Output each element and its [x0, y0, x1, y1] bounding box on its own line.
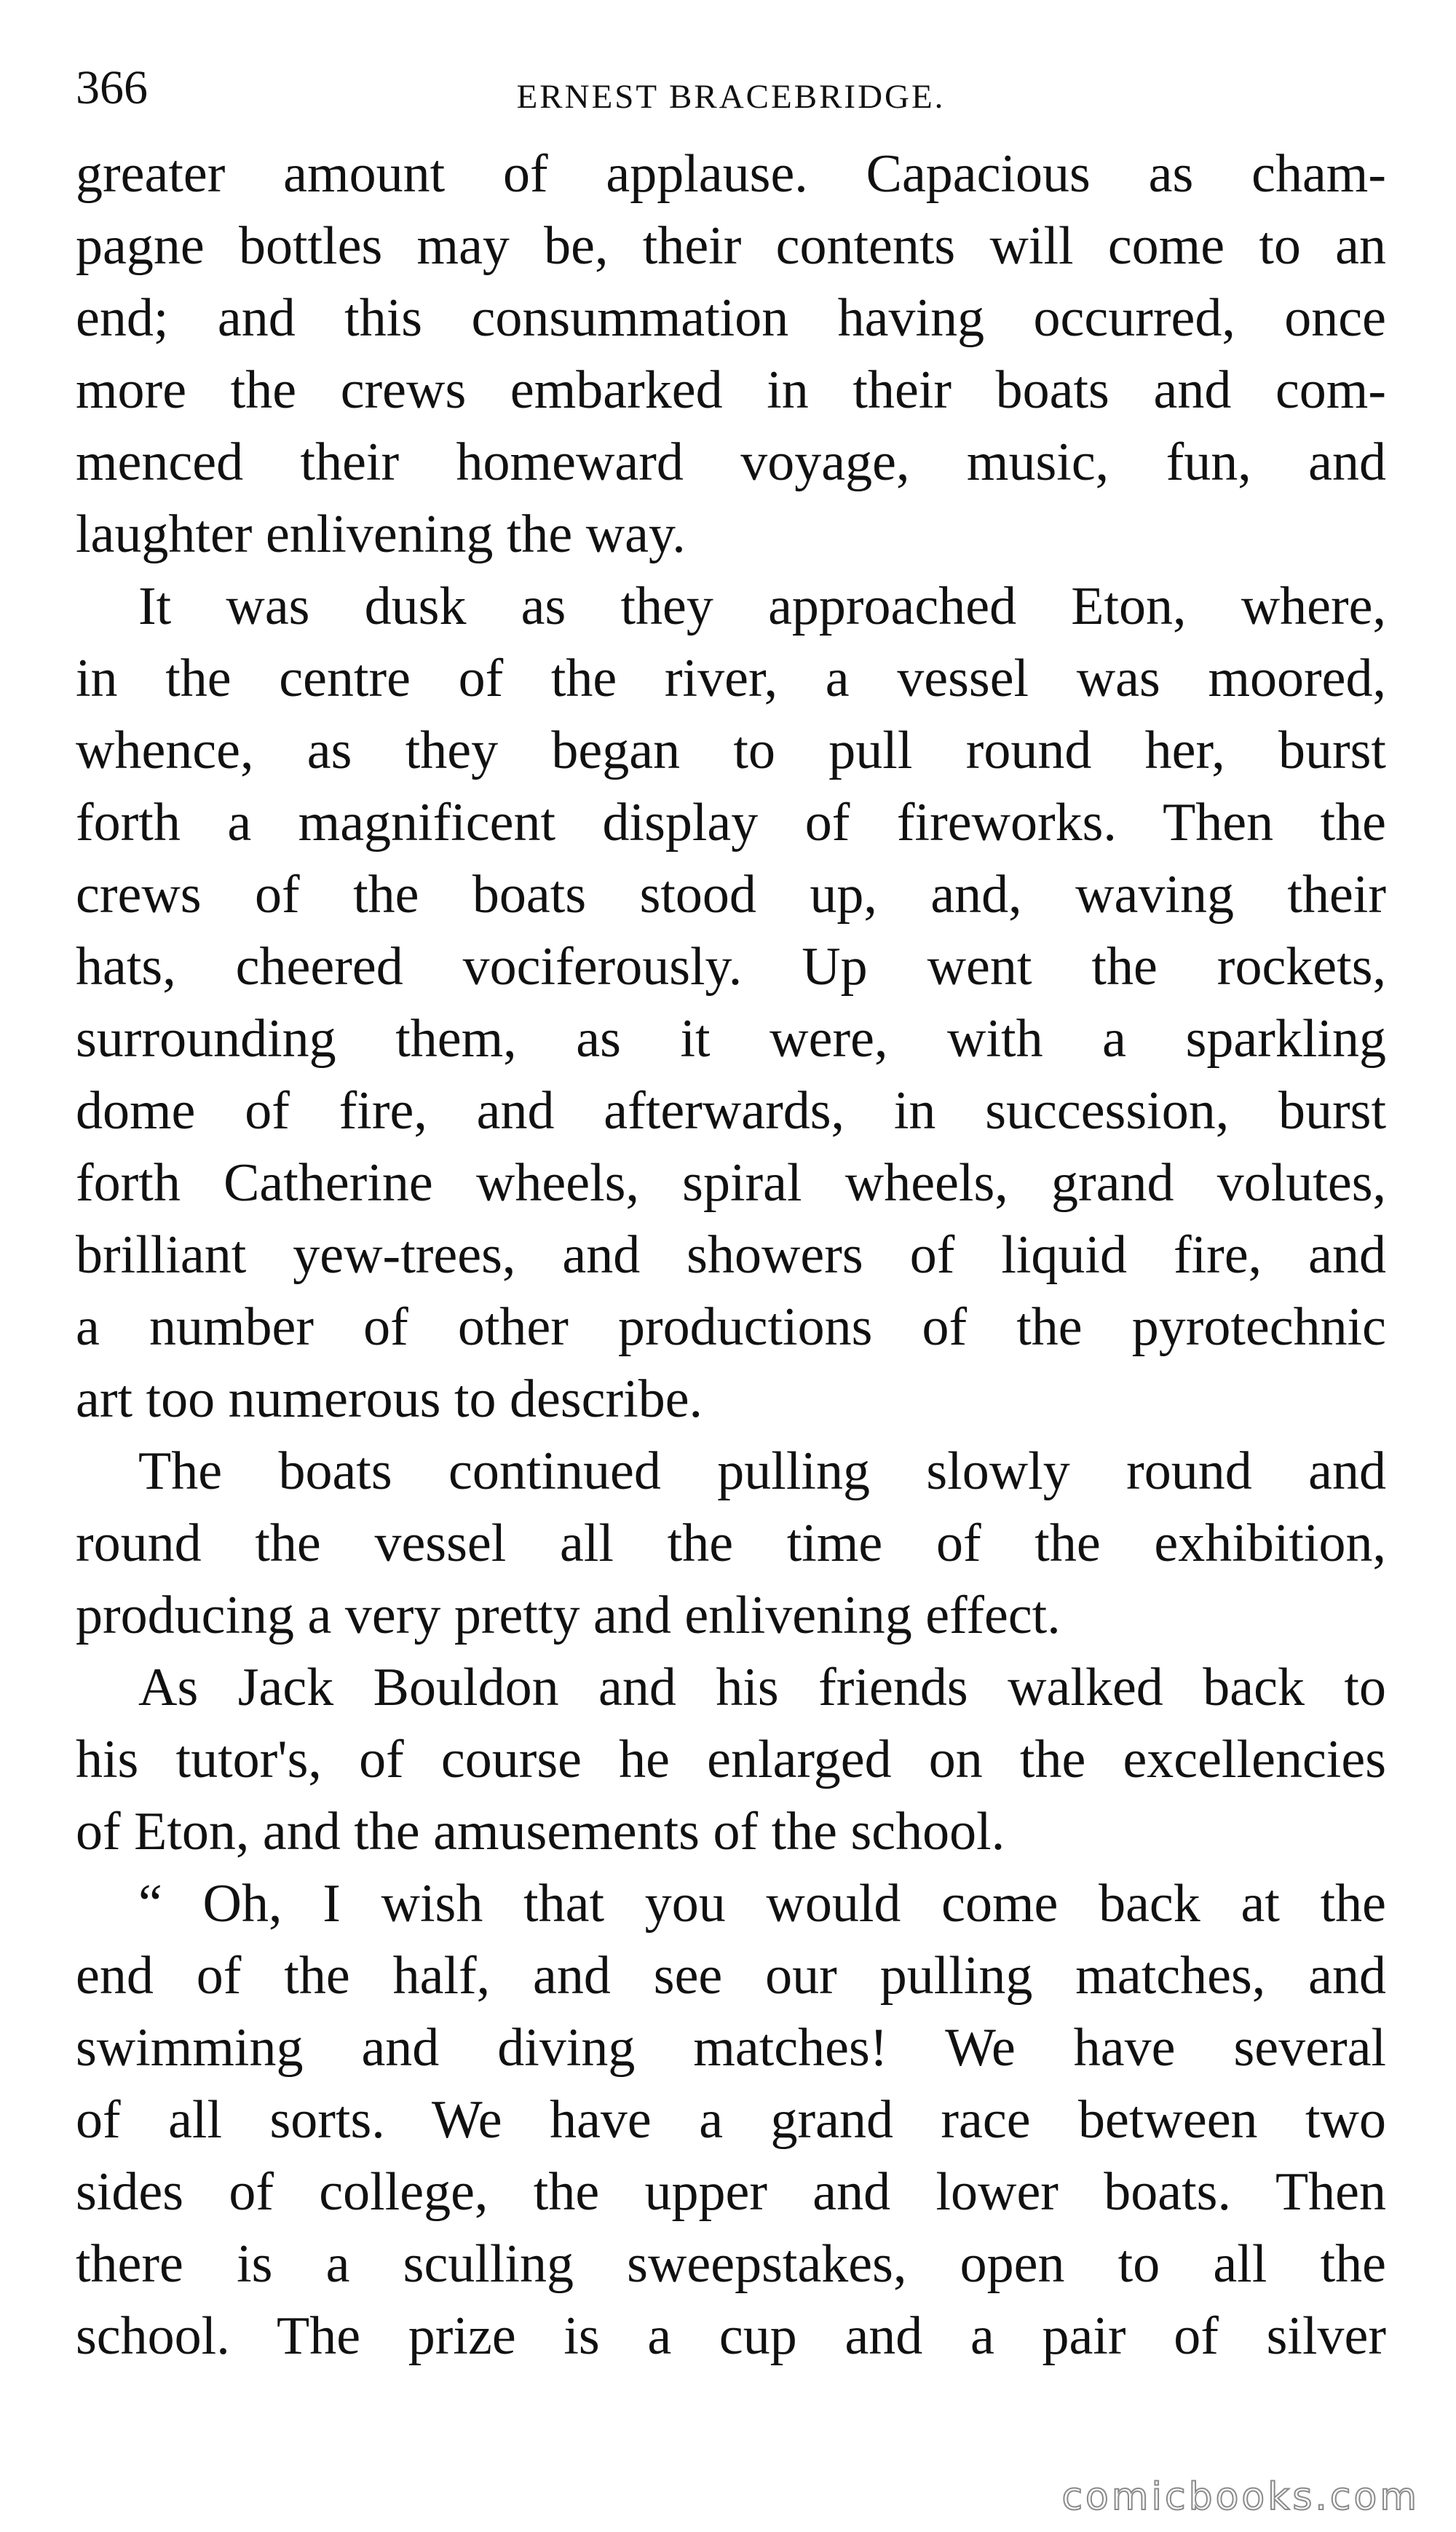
text-line: greater amount of applause. Capacious as cham- — [76, 144, 1386, 204]
text-line: It was dusk as they approached Eton, where, — [138, 577, 1386, 636]
text-line: dome of fire, and afterwards, in succession, burst — [76, 1081, 1386, 1141]
text-line: there is a sculling sweepstakes, open to all the — [76, 2234, 1386, 2294]
text-line: crews of the boats stood up, and, waving their — [76, 865, 1386, 925]
text-line: end; and this consummation having occurred, once — [76, 288, 1386, 348]
text-line: The boats continued pulling slowly round and — [138, 1441, 1386, 1501]
text-line: his tutor's, of course he enlarged on the excellencies — [76, 1730, 1386, 1789]
text-line: forth a magnificent display of fireworks. Then the — [76, 793, 1386, 852]
text-line: “ Oh, I wish that you would come back at the — [138, 1874, 1386, 1934]
text-line: of Eton, and the amusements of the school. — [76, 1802, 1005, 1862]
text-line: art too numerous to describe. — [76, 1369, 703, 1429]
text-line: surrounding them, as it were, with a sparkling — [76, 1009, 1386, 1069]
text-line: of all sorts. We have a grand race between two — [76, 2090, 1386, 2150]
page-header — [76, 58, 1386, 138]
text-line: more the crews embarked in their boats and com- — [76, 360, 1386, 420]
running-head: ERNEST BRACEBRIDGE. — [516, 78, 946, 116]
book-page — [76, 58, 1386, 2373]
text-line: school. The prize is a cup and a pair of silver — [76, 2306, 1386, 2366]
text-line: menced their homeward voyage, music, fun, and — [76, 432, 1386, 492]
text-line: brilliant yew-trees, and showers of liquid fire, and — [76, 1225, 1386, 1285]
text-line: forth Catherine wheels, spiral wheels, grand volutes, — [76, 1153, 1386, 1213]
page-number: 366 — [76, 61, 148, 114]
text-line: As Jack Bouldon and his friends walked back to — [138, 1658, 1386, 1717]
text-line: in the centre of the river, a vessel was moored, — [76, 649, 1386, 708]
text-line: laughter enlivening the way. — [76, 505, 686, 564]
text-line: producing a very pretty and enlivening effect. — [76, 1586, 1061, 1645]
text-line: swimming and diving matches! We have several — [76, 2018, 1386, 2078]
text-line: a number of other productions of the pyrotechnic — [76, 1297, 1386, 1357]
body-text — [76, 138, 1386, 2373]
text-line: round the vessel all the time of the exhibition, — [76, 1514, 1386, 1573]
text-line: whence, as they began to pull round her, burst — [76, 721, 1386, 780]
text-line: hats, cheered vociferously. Up went the rockets, — [76, 937, 1386, 997]
text-line: pagne bottles may be, their contents will come to an — [76, 216, 1386, 276]
watermark: comicbooks.com — [1061, 2475, 1420, 2519]
text-line: end of the half, and see our pulling matches, and — [76, 1946, 1386, 2006]
text-line: sides of college, the upper and lower boats. Then — [76, 2162, 1386, 2222]
